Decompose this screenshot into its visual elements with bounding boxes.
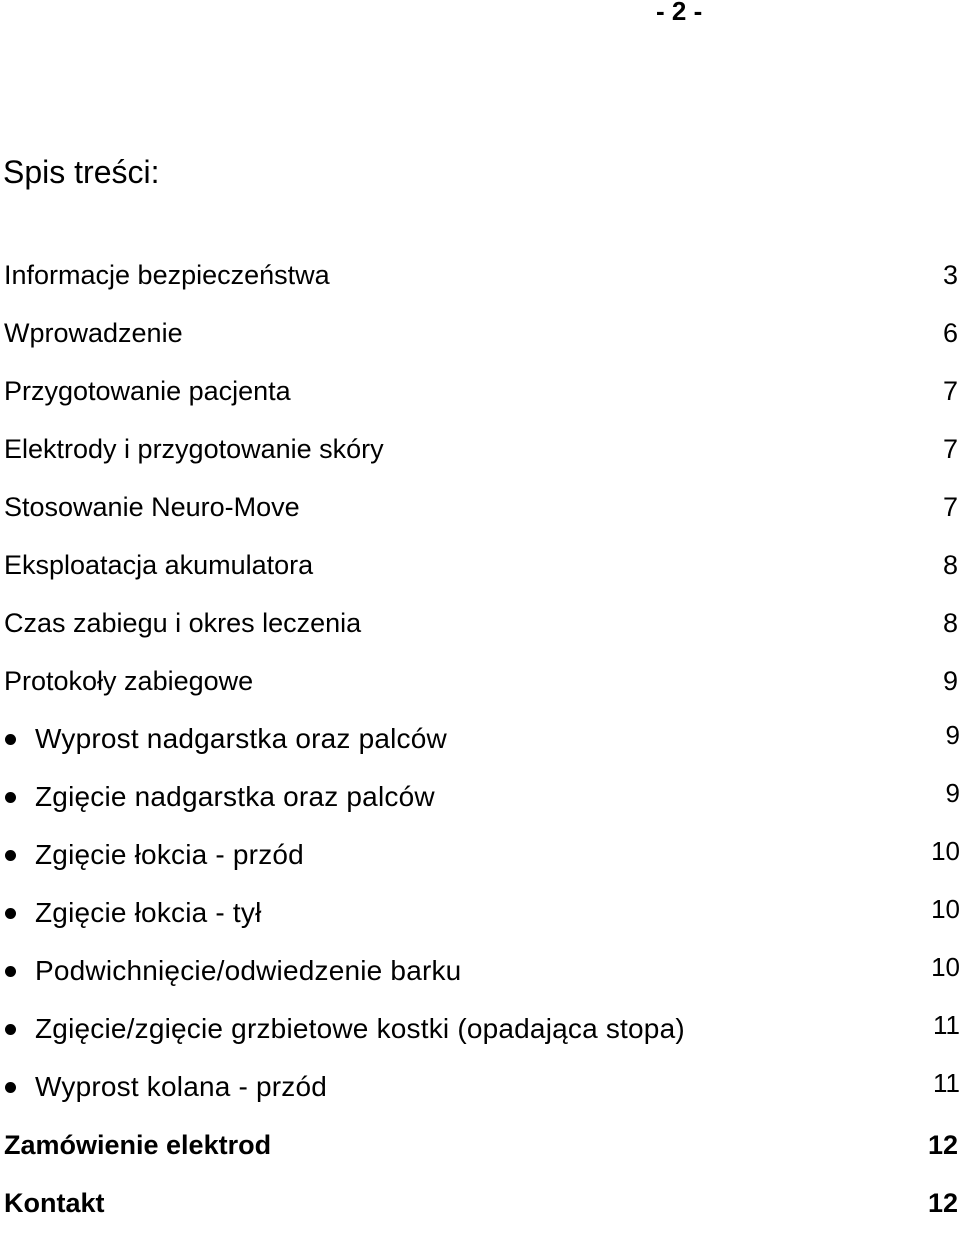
toc-entry-title: Podwichnięcie/odwiedzenie barku xyxy=(35,955,462,986)
toc-entry-elektrody[interactable] xyxy=(0,424,960,482)
toc-entry-title: Czas zabiegu i okres leczenia xyxy=(4,608,362,638)
toc-entry-wyprost-nadgarstka[interactable] xyxy=(0,714,960,772)
toc-entry-zgiecie-kostki[interactable] xyxy=(0,1004,960,1062)
toc-entry-zgiecie-lokcia-tyl[interactable] xyxy=(0,888,960,946)
toc-entry-title: Zgięcie nadgarstka oraz palców xyxy=(35,781,435,812)
toc-entry-title: Wyprost kolana - przód xyxy=(35,1071,328,1102)
toc-entry-page: 10 xyxy=(931,894,960,924)
toc-entry-title: Zgięcie łokcia - przód xyxy=(35,839,304,870)
toc-entry-zgiecie-nadgarstka[interactable] xyxy=(0,772,960,830)
toc-entry-page: 7 xyxy=(942,492,958,522)
toc-entry-title: Zamówienie elektrod xyxy=(4,1130,272,1160)
toc-entry-title: Elektrody i przygotowanie skóry xyxy=(4,434,384,464)
bullet-icon xyxy=(5,966,16,977)
toc-entry-page: 6 xyxy=(942,318,958,348)
toc-entry-title: Protokoły zabiegowe xyxy=(4,666,254,696)
toc-entry-title: Wprowadzenie xyxy=(4,318,183,348)
toc-entry-page: 3 xyxy=(942,260,958,290)
table-of-contents xyxy=(0,250,960,1236)
toc-entry-page: 11 xyxy=(933,1010,960,1040)
toc-entry-page: 9 xyxy=(942,666,958,696)
bullet-icon xyxy=(5,908,16,919)
toc-entry-zgiecie-lokcia-przod[interactable] xyxy=(0,830,960,888)
toc-entry-title: Zgięcie/zgięcie grzbietowe kostki (opadająca stopa) xyxy=(35,1013,685,1044)
toc-entry-page: 8 xyxy=(942,550,958,580)
toc-entry-page: 9 xyxy=(945,778,960,808)
toc-entry-page: 12 xyxy=(927,1188,958,1218)
page-number: - 2 - xyxy=(656,0,703,26)
toc-entry-page: 10 xyxy=(931,836,960,866)
toc-entry-informacje-bezpieczenstwa[interactable] xyxy=(0,250,960,308)
toc-entry-protokoly-zabiegowe[interactable] xyxy=(0,656,960,714)
bullet-icon xyxy=(5,850,16,861)
toc-entry-zamowienie-elektrod[interactable] xyxy=(0,1120,960,1178)
toc-entry-page: 7 xyxy=(942,376,958,406)
toc-entry-przygotowanie-pacjenta[interactable] xyxy=(0,366,960,424)
toc-title: Spis treści: xyxy=(3,154,160,190)
toc-entry-page: 9 xyxy=(945,720,960,750)
toc-entry-page: 11 xyxy=(933,1068,960,1098)
toc-entry-title: Zgięcie łokcia - tył xyxy=(35,897,262,928)
toc-entry-podwichniecie-barku[interactable] xyxy=(0,946,960,1004)
toc-entry-page: 10 xyxy=(931,952,960,982)
toc-entry-page: 7 xyxy=(942,434,958,464)
bullet-icon xyxy=(5,1024,16,1035)
toc-entry-wprowadzenie[interactable] xyxy=(0,308,960,366)
toc-entry-wyprost-kolana[interactable] xyxy=(0,1062,960,1120)
toc-entry-czas-zabiegu[interactable] xyxy=(0,598,960,656)
toc-entry-title: Eksploatacja akumulatora xyxy=(4,550,314,580)
toc-entry-title: Wyprost nadgarstka oraz palców xyxy=(35,723,447,754)
toc-entry-title: Przygotowanie pacjenta xyxy=(4,376,291,406)
toc-entry-title: Stosowanie Neuro-Move xyxy=(4,492,300,522)
toc-entry-stosowanie-neuro-move[interactable] xyxy=(0,482,960,540)
toc-entry-page: 12 xyxy=(927,1130,958,1160)
toc-entry-eksploatacja-akumulatora[interactable] xyxy=(0,540,960,598)
toc-entry-kontakt[interactable] xyxy=(0,1178,960,1236)
bullet-icon xyxy=(5,792,16,803)
toc-entry-page: 8 xyxy=(942,608,958,638)
bullet-icon xyxy=(5,734,16,745)
toc-entry-title: Informacje bezpieczeństwa xyxy=(4,260,330,290)
bullet-icon xyxy=(5,1082,16,1093)
toc-entry-title: Kontakt xyxy=(4,1188,105,1218)
